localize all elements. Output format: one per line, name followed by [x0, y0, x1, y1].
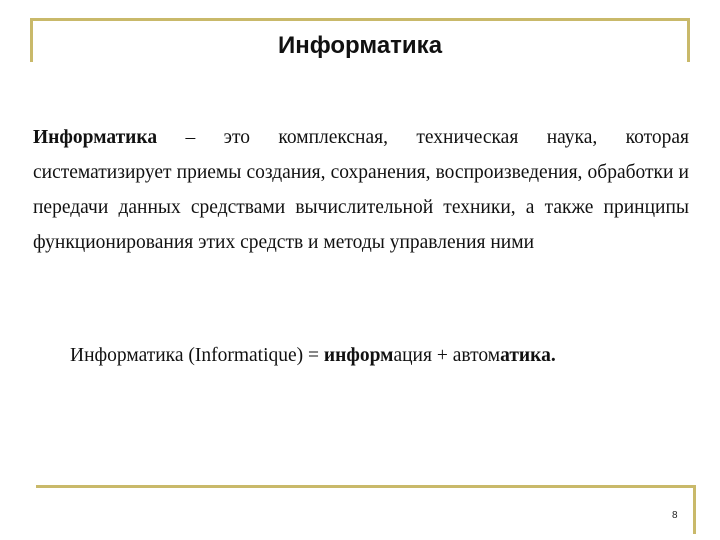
footer-frame-edge — [693, 486, 696, 534]
definition-paragraph — [33, 120, 689, 260]
footer-divider — [36, 485, 696, 488]
formula-rest-1: ация + автом — [393, 345, 501, 366]
definition-term: Информатика — [33, 127, 158, 148]
formula-prefix: Информатика (Informatique) = — [70, 345, 324, 366]
formula-bold-2: атика. — [500, 345, 556, 366]
page-number: 8 — [672, 510, 678, 521]
formula-line — [70, 342, 690, 370]
formula-bold-1: информ — [323, 345, 394, 366]
definition-text: – это комплексная, техническая наука, которая систематизирует приемы создания, сохранения, воспроизведения, обработки и передачи данных средствами вычислительной техники, а также принципы функционирования этих средств и методы управления ними — [33, 127, 689, 253]
slide-title: Информатика — [277, 32, 443, 59]
